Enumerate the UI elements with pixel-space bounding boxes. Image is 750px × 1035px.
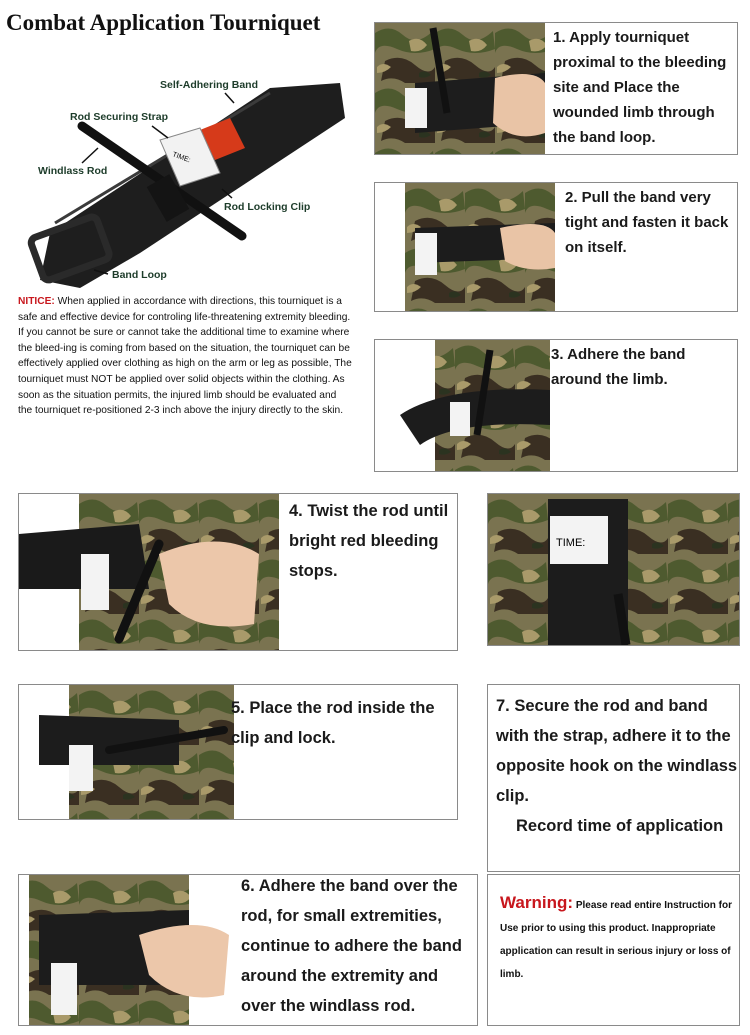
step-7-photo-panel — [487, 493, 740, 646]
step-6-panel — [18, 874, 478, 1026]
step-3-text: 3. Adhere the band around the limb. — [551, 346, 686, 388]
step-7-text-panel — [487, 684, 740, 872]
step-7-text: 7. Secure the rod and band with the strap, adhere it to the opposite hook on the windlass clip. — [496, 697, 738, 805]
notice-body: When applied in accordance with directions, this tourniquet is a safe and effective device for controling life-threatening extremity bleeding. If you cannot be sure or cannot take the additional time to examine where the bleed-ing is coming from based on the situation, the tourniquet can be effectively applied over clothing as high on the arm or leg as possible, The tourniquet must NOT be applied over solid objects within the clothing. As soon as the situation permits, the injured limb should be evaluated and the tourniquet re-positioned 2-3 inch above the injury directly to the skin. — [18, 296, 352, 417]
step-7-record-time: Record time of application — [516, 817, 724, 835]
warning-panel — [487, 874, 740, 1026]
step-5-text: 5. Place the rod inside the clip and lock. — [231, 699, 435, 747]
notice-heading: NITICE: — [18, 296, 55, 307]
step-1-panel — [374, 22, 738, 155]
step-2-panel — [374, 182, 738, 312]
warning-text — [500, 891, 736, 986]
step-3-panel — [374, 339, 738, 472]
step-3-photo — [395, 340, 550, 471]
time-tag-text: TIME: — [171, 151, 192, 165]
step-7-tag-text: TIME: — [556, 537, 586, 549]
tourniquet-diagram — [20, 48, 350, 288]
step-1-text: 1. Apply tourniquet proximal to the bleeding site and Place the wounded limb through the band loop. — [553, 29, 727, 146]
warning-heading: Warning — [500, 893, 568, 912]
label-rod-securing-strap: Rod Securing Strap — [70, 111, 169, 123]
label-rod-locking-clip: Rod Locking Clip — [224, 201, 311, 213]
label-band-loop: Band Loop — [112, 269, 167, 281]
step-1-photo — [375, 23, 545, 154]
step-5-photo — [19, 685, 234, 819]
page-title: Combat Application Tourniquet — [6, 10, 321, 35]
step-2-text: 2. Pull the band very tight and fasten it back on itself. — [565, 189, 729, 256]
warning-colon: : — [567, 893, 574, 912]
step-4-text: 4. Twist the rod until bright red bleeding stops. — [289, 502, 449, 580]
label-self-adhering-band: Self-Adhering Band — [160, 79, 259, 91]
step-5-panel — [18, 684, 458, 820]
label-windlass-rod: Windlass Rod — [38, 165, 108, 177]
notice-text — [18, 294, 353, 419]
step-6-photo — [19, 875, 229, 1025]
step-4-panel — [18, 493, 458, 651]
step-4-photo — [19, 494, 279, 650]
step-7-photo — [488, 494, 739, 645]
step-6-text: 6. Adhere the band over the rod, for small extremities, continue to adhere the band around the extremity and over the windlass rod. — [241, 877, 462, 1015]
warning-body: Please read entire Instruction for Use prior to using this product. Inappropriate application can result in serious injury or loss of limb. — [500, 900, 732, 980]
step-2-photo — [405, 183, 555, 311]
